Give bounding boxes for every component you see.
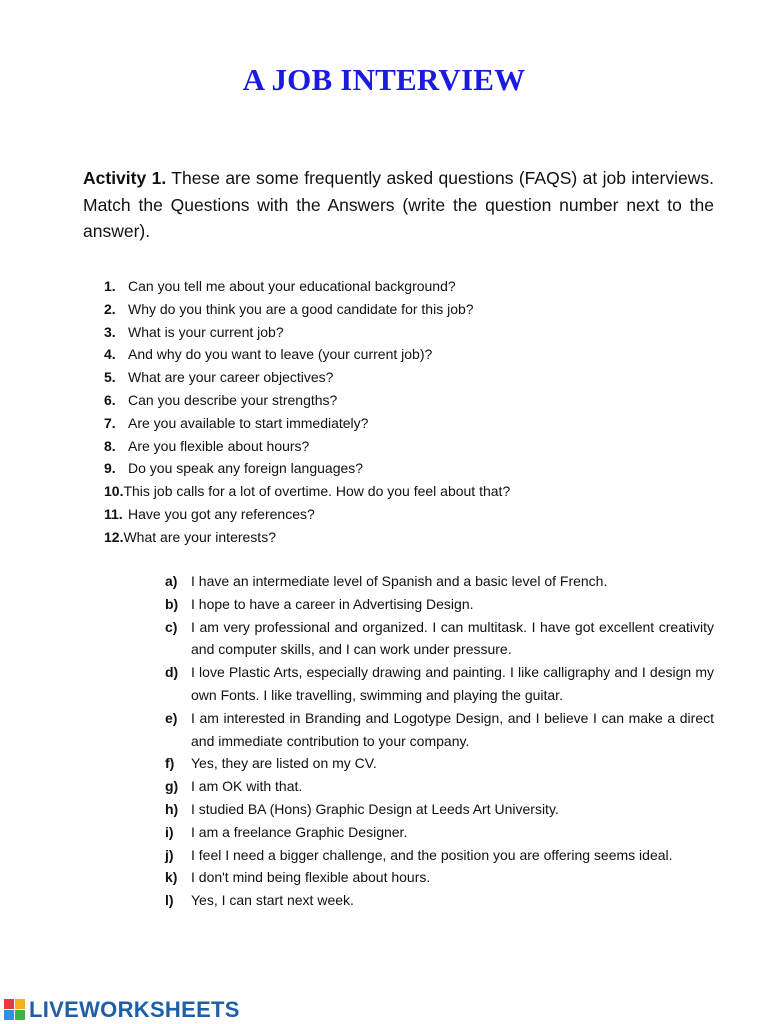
answer-letter: l) — [165, 892, 174, 909]
answer-letter: k) — [165, 869, 178, 886]
answer-item — [165, 798, 714, 821]
question-text: Can you describe your strengths? — [128, 391, 338, 408]
question-item — [104, 343, 724, 366]
answer-text: I love Plastic Arts, especially drawing and painting. I like calligraphy and I design my own Fonts. I like travelling, swimming and playing the guitar. — [191, 664, 714, 703]
question-text: Are you flexible about hours? — [128, 437, 310, 454]
answer-letter: a) — [165, 573, 178, 589]
page-title: A JOB INTERVIEW — [242, 62, 526, 97]
answer-text: I am very professional and organized. I can multitask. I have got excellent creativity and computer skills, and I can work under pressure. — [191, 618, 714, 658]
question-number: 9. — [104, 460, 116, 477]
answer-item — [165, 866, 714, 889]
question-number: 8. — [104, 437, 116, 454]
question-number: 6. — [104, 391, 116, 408]
question-text: What are your interests? — [123, 528, 276, 545]
answer-item — [165, 844, 714, 867]
answer-letter: g) — [165, 778, 179, 795]
question-number: 5. — [104, 369, 116, 386]
answer-item — [165, 889, 714, 912]
answer-text: I have an intermediate level of Spanish and a basic level of French. — [191, 573, 608, 589]
question-item — [104, 435, 724, 458]
liveworksheets-footer[interactable] — [4, 997, 240, 1023]
question-item — [104, 457, 724, 480]
question-number: 1. — [104, 278, 116, 294]
question-item — [104, 366, 724, 389]
answer-letter: h) — [165, 800, 179, 817]
question-text: What is your current job? — [128, 323, 284, 340]
answer-text: I am interested in Branding and Logotype Design, and I believe I can make a direct and immediate contribution to your company. — [191, 709, 714, 749]
answer-item — [165, 775, 714, 798]
liveworksheets-logo-icon — [4, 999, 26, 1021]
question-text: Do you speak any foreign languages? — [128, 460, 364, 477]
question-number: 12. — [104, 528, 124, 545]
answer-text: Yes, they are listed on my CV. — [191, 755, 377, 772]
liveworksheets-logo-text: LIVEWORKSHEETS — [29, 997, 240, 1022]
question-item — [104, 298, 724, 321]
question-item — [104, 321, 724, 344]
answer-text: I feel I need a bigger challenge, and the position you are offering seems ideal. — [191, 846, 673, 863]
question-item — [104, 389, 724, 412]
answer-item — [165, 752, 714, 775]
answer-letter: b) — [165, 595, 179, 612]
answer-item — [165, 661, 714, 707]
question-text: Have you got any references? — [128, 505, 315, 522]
answer-item — [165, 821, 714, 844]
question-text: And why do you want to leave (your current job)? — [128, 346, 433, 363]
answer-text: Yes, I can start next week. — [191, 892, 354, 909]
questions-list — [104, 275, 724, 549]
question-text: Are you available to start immediately? — [128, 414, 369, 431]
question-item — [104, 412, 724, 435]
answer-text: I hope to have a career in Advertising Design. — [191, 595, 474, 612]
question-number: 4. — [104, 346, 116, 363]
question-text: Can you tell me about your educational background? — [128, 278, 456, 294]
question-number: 11. — [104, 505, 123, 522]
question-number: 10. — [104, 483, 124, 500]
answer-text: I am OK with that. — [191, 778, 303, 795]
answer-text: I don't mind being flexible about hours. — [191, 869, 431, 886]
answer-letter: d) — [165, 664, 179, 681]
answer-item — [165, 593, 714, 616]
question-item — [104, 526, 724, 549]
answer-letter: j) — [165, 846, 174, 863]
answer-letter: c) — [165, 618, 178, 635]
answers-list — [165, 570, 714, 912]
question-item — [104, 503, 724, 526]
question-number: 2. — [104, 300, 116, 317]
activity-label: Activity 1. — [83, 168, 167, 188]
answer-letter: f) — [165, 755, 175, 772]
answer-letter: i) — [165, 823, 174, 840]
question-text: What are your career objectives? — [128, 369, 334, 386]
question-item — [104, 480, 724, 503]
answer-letter: e) — [165, 709, 178, 726]
answer-item — [165, 707, 714, 753]
question-number: 3. — [104, 323, 116, 340]
answer-text: I studied BA (Hons) Graphic Design at Leeds Art University. — [191, 800, 559, 817]
question-number: 7. — [104, 414, 116, 431]
answer-item — [165, 570, 714, 593]
answer-text: I am a freelance Graphic Designer. — [191, 823, 408, 840]
question-text: Why do you think you are a good candidate for this job? — [128, 300, 474, 317]
question-item — [104, 275, 724, 298]
activity-instructions — [83, 165, 714, 245]
question-text: This job calls for a lot of overtime. How do you feel about that? — [123, 483, 511, 500]
answer-item — [165, 616, 714, 662]
activity-text: These are some frequently asked questions (FAQS) at job interviews. Match the Questions with the Answers (write the question number next to the answer). — [83, 168, 714, 241]
